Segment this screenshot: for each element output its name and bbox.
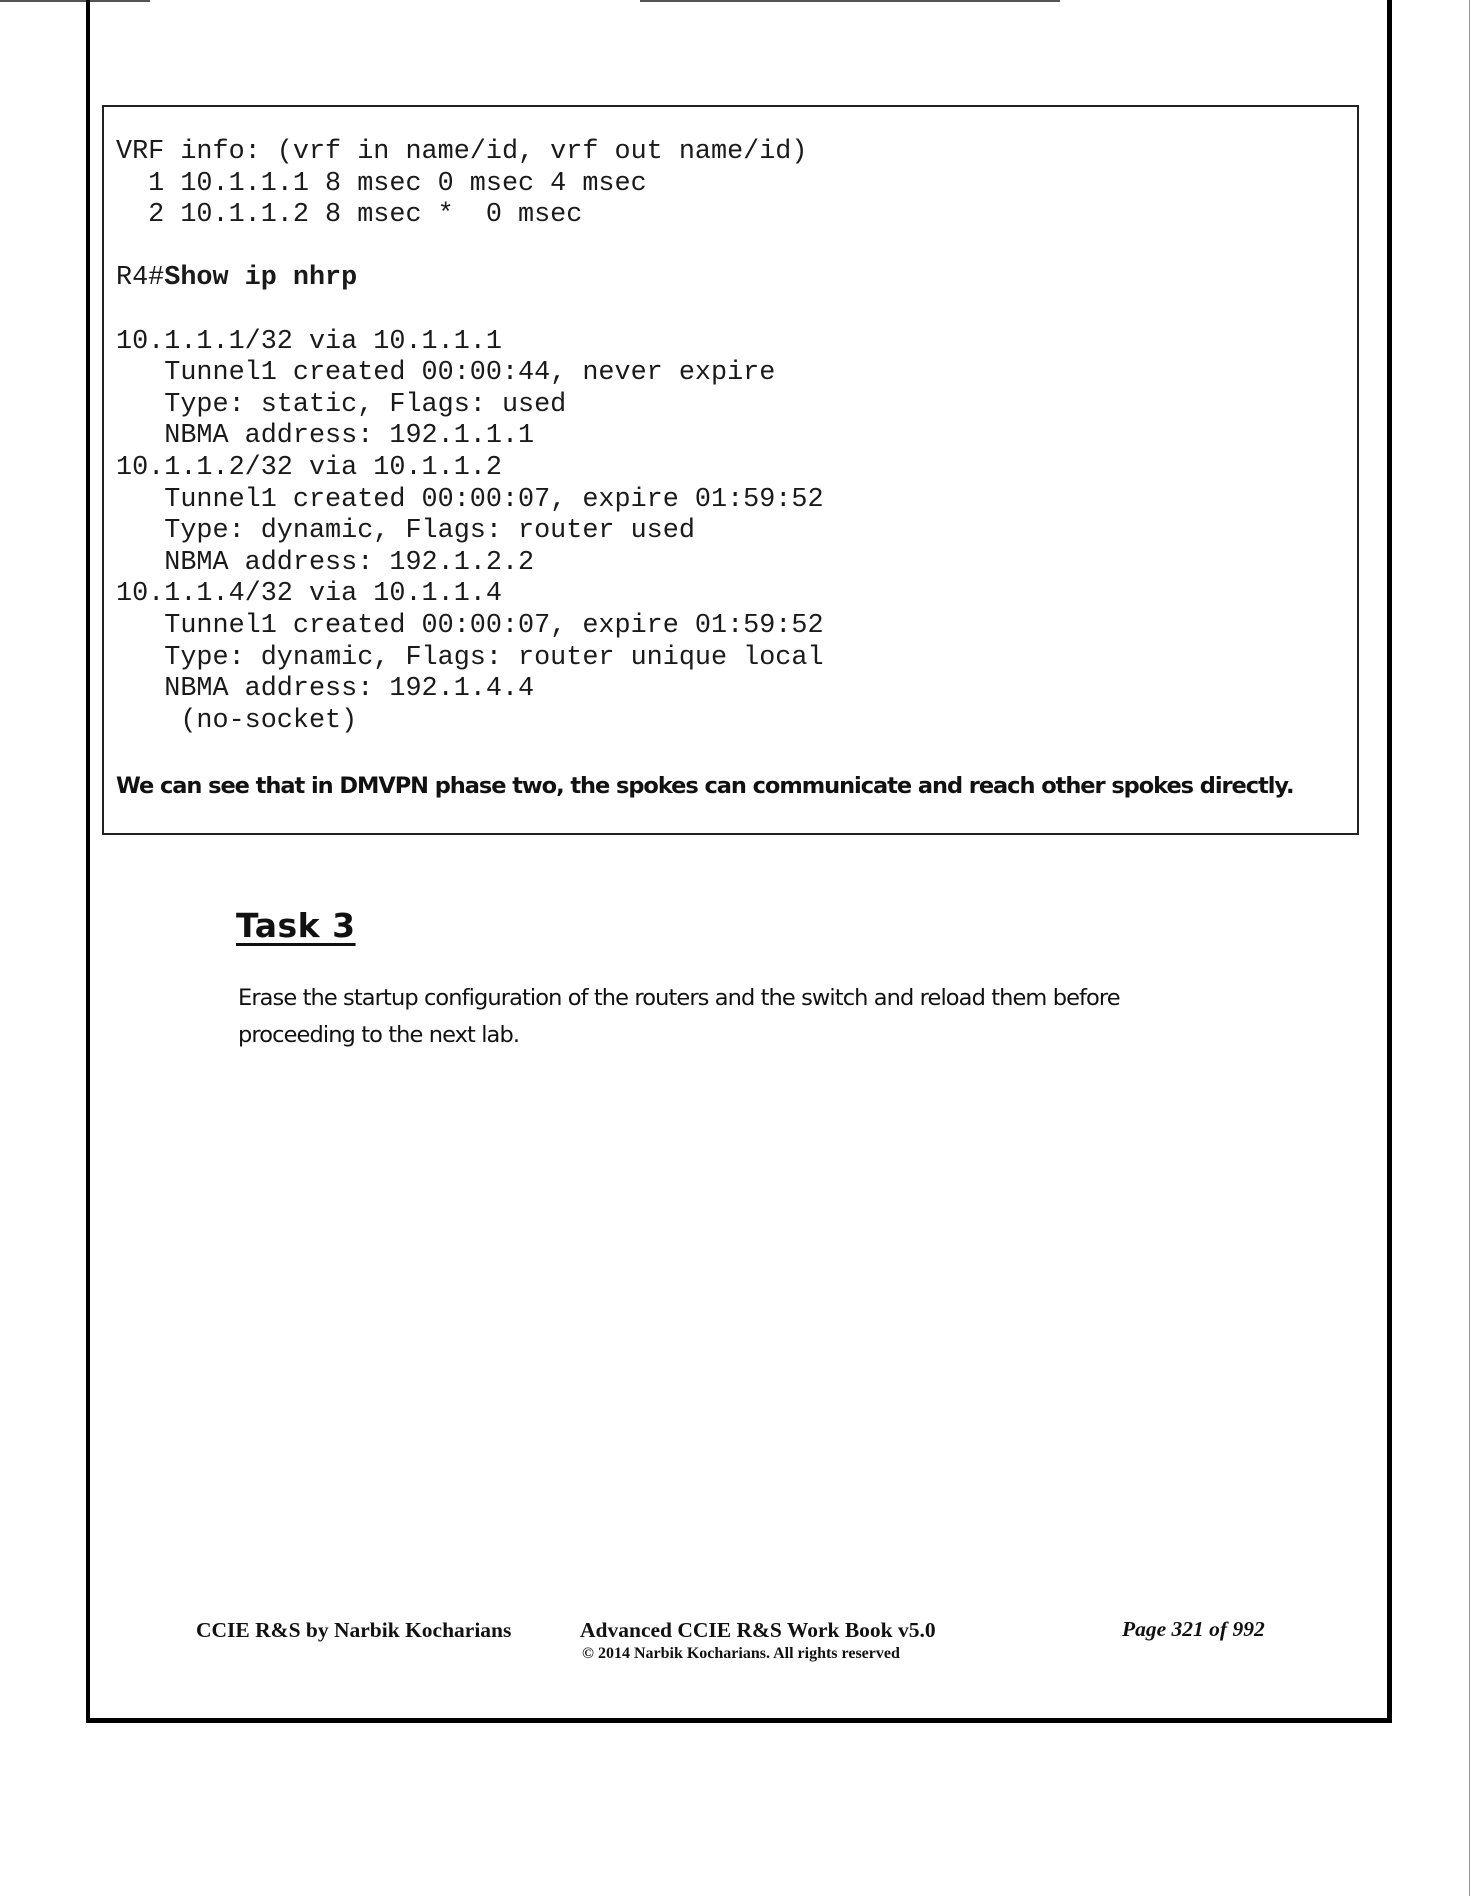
nhrp-entry-line: NBMA address: 192.1.4.4: [116, 674, 535, 705]
footer-book-title: Advanced CCIE R&S Work Book v5.0: [580, 1618, 936, 1642]
nhrp-entry-line: (no-socket): [116, 705, 358, 736]
cli-prompt: R4#: [116, 263, 165, 294]
task-heading: Task 3: [236, 906, 356, 945]
cli-command-line: [116, 263, 824, 295]
nhrp-entry-line: NBMA address: 192.1.1.1: [116, 421, 535, 452]
nhrp-entry-line: Tunnel1 created 00:00:07, expire 01:59:52: [116, 610, 824, 641]
task-instructions: Erase the startup configuration of the routers and the switch and reload them before proceeding to the next lab.: [238, 985, 1120, 1048]
nhrp-entry-line: Type: static, Flags: used: [116, 389, 567, 420]
nhrp-entry-line: NBMA address: 192.1.2.2: [116, 547, 535, 578]
cli-line-blank: [116, 232, 824, 264]
nhrp-entry-line: 10.1.1.2/32 via 10.1.1.2: [116, 452, 502, 483]
nhrp-entry-line: 10.1.1.1/32 via 10.1.1.1: [116, 326, 502, 357]
cli-line: 2 10.1.1.2 8 msec * 0 msec: [116, 200, 583, 231]
nhrp-entry-line: 10.1.1.4/32 via 10.1.1.4: [116, 579, 502, 610]
footer-author: CCIE R&S by Narbik Kocharians: [196, 1618, 512, 1642]
footer-page-number: Page 321 of 992: [1122, 1617, 1265, 1641]
cli-output: [116, 137, 824, 737]
cli-line: 1 10.1.1.1 8 msec 0 msec 4 msec: [116, 168, 647, 199]
cli-output-box: [102, 105, 1359, 835]
nhrp-entry-line: Type: dynamic, Flags: router used: [116, 516, 695, 547]
cli-line-blank: [116, 295, 824, 327]
nhrp-entry-line: Type: dynamic, Flags: router unique local: [116, 642, 824, 673]
nhrp-entry-line: Tunnel1 created 00:00:07, expire 01:59:52: [116, 484, 824, 515]
cli-line: VRF info: (vrf in name/id, vrf out name/id): [116, 137, 808, 167]
nhrp-entry-line: Tunnel1 created 00:00:44, never expire: [116, 358, 776, 389]
summary-note: We can see that in DMVPN phase two, the spokes can communicate and reach other spokes directly.: [116, 773, 1294, 799]
footer-copyright: © 2014 Narbik Kocharians. All rights reserved: [582, 1645, 900, 1662]
cli-command: Show ip nhrp: [164, 263, 358, 294]
scan-edge-line: [1469, 0, 1470, 1896]
